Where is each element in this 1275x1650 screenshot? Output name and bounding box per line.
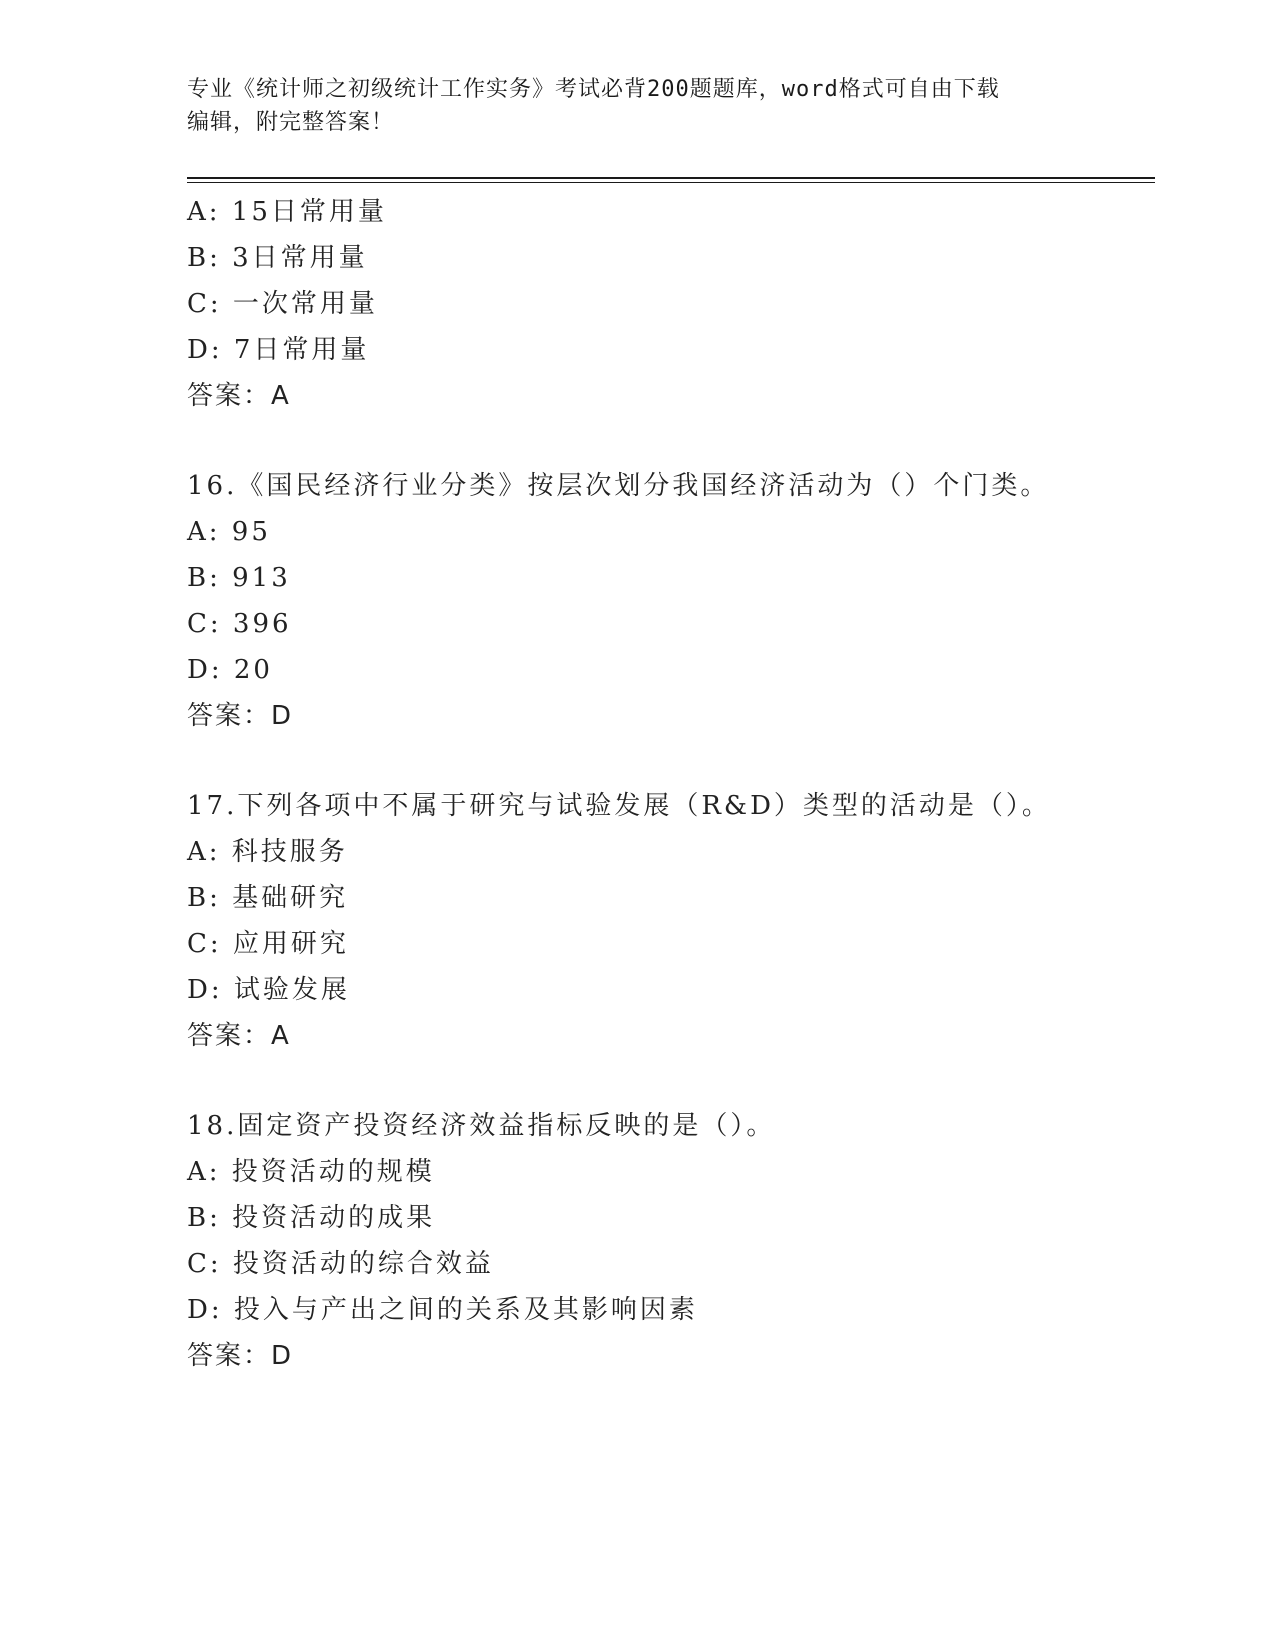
header-divider-thin <box>187 182 1155 183</box>
question-text: 18.固定资产投资经济效益指标反映的是（）。 <box>187 1111 776 1141</box>
question-block-16 <box>187 463 1155 739</box>
answer-line: 答案：D <box>187 1341 294 1371</box>
answer-line: 答案：A <box>187 381 291 411</box>
question-text: 17.下列各项中不属于研究与试验发展（R&D）类型的活动是（）。 <box>187 791 1051 821</box>
answer-line: 答案：D <box>187 701 294 731</box>
header-line-2: 编辑，附完整答案！ <box>187 110 395 135</box>
option-d: D: 7日常用量 <box>187 335 370 365</box>
header-line-1: 专业《统计师之初级统计工作实务》考试必背200题题库，word格式可自由下载 <box>187 77 1000 102</box>
option-d: D: 20 <box>187 655 273 685</box>
question-block-15 <box>187 189 1155 419</box>
question-text: 16.《国民经济行业分类》按层次划分我国经济活动为（）个门类。 <box>187 471 1050 501</box>
block-spacer <box>187 419 1155 463</box>
option-b: B: 投资活动的成果 <box>187 1203 436 1233</box>
option-a: A: 科技服务 <box>187 837 348 867</box>
block-spacer <box>187 1059 1155 1103</box>
block-spacer <box>187 739 1155 783</box>
option-c: C: 投资活动的综合效益 <box>187 1249 494 1279</box>
option-a: A: 投资活动的规模 <box>187 1157 435 1187</box>
option-c: C: 应用研究 <box>187 929 349 959</box>
option-a: A: 15日常用量 <box>187 197 387 227</box>
header-divider-thick <box>187 177 1155 179</box>
option-b: B: 3日常用量 <box>187 243 368 273</box>
option-d: D: 投入与产出之间的关系及其影响因素 <box>187 1295 698 1325</box>
option-c: C: 396 <box>187 609 292 639</box>
document-header <box>187 73 1067 139</box>
question-block-17 <box>187 783 1155 1059</box>
option-b: B: 基础研究 <box>187 883 349 913</box>
option-a: A: 95 <box>187 517 271 547</box>
option-b: B: 913 <box>187 563 291 593</box>
option-d: D: 试验发展 <box>187 975 350 1005</box>
option-c: C: 一次常用量 <box>187 289 378 319</box>
answer-line: 答案：A <box>187 1021 291 1051</box>
question-block-18 <box>187 1103 1155 1379</box>
question-list <box>187 189 1155 1379</box>
